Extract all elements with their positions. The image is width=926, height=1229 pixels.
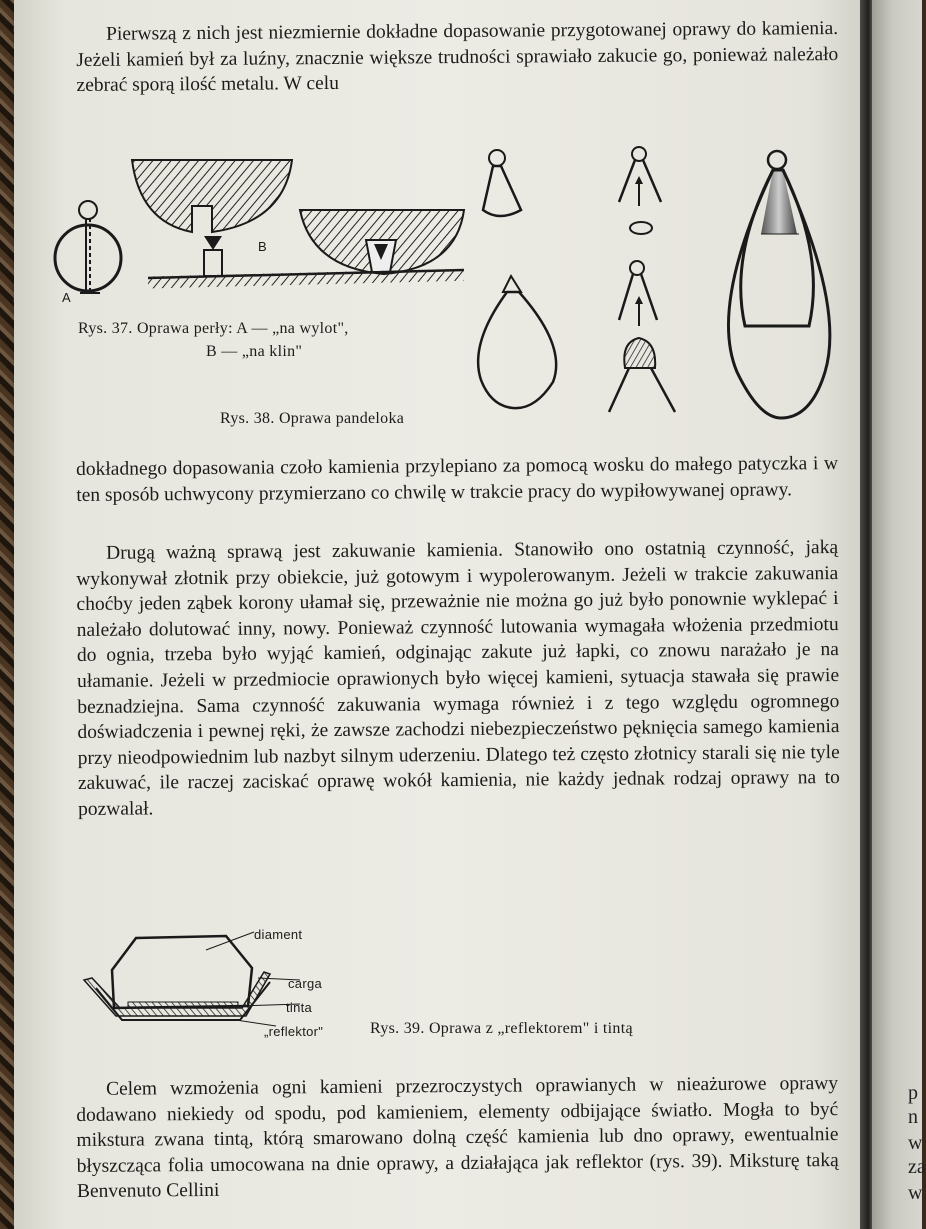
paragraph-3: Drugą ważną sprawą jest zakuwanie kamienia. Stanowiło ono ostatnią czynność, jaką wykonywał złotnik przy obiekcie, już gotowym i wypolerowanym. Jeżeli w trakcie zakuwania choćby jeden ząbek korony ułamał się, przeważnie nie można go już było ponownie wyklepać i należało dolutować inny, nowy. Ponieważ czynność lutowania wymagała włożenia przedmiotu do ognia, trzeba było wyjąć kamień, odginając zakute już łapki, co znowu narażało je na ułamanie. Jeżeli w przedmiocie oprawionych było więcej kamieni, sytuacja stawała się prawie beznadziejna. Sama czynność zakuwania wymaga również i z tego względu ogromnego doświadczenia i pewnej ręki, że zawsze zachodzi niebezpieczeństwo pęknięcia samego kamienia przy nieodpowiednim lub nazbyt silnym uderzeniu. Dlatego też często złotnicy starali się nie tyle zakuwać, ile raczej zaciskać oprawę wokół kamienia, nie każdy jednak rodzaj oprawy na to pozwalał. xyxy=(76,537,840,820)
small-cone-drawing xyxy=(483,150,521,216)
fig39-label-reflektor: „reflektor" xyxy=(264,1024,324,1039)
tongs-top-drawing xyxy=(619,147,661,234)
fig37-label-a: A xyxy=(62,290,71,305)
fig39-caption: Rys. 39. Oprawa z „reflektorem" i tintą xyxy=(370,1020,633,1037)
fig38-caption: Rys. 38. Oprawa pandeloka xyxy=(220,410,405,427)
next-page-fragment-5: w xyxy=(908,1182,923,1204)
next-page-fragment-2: n xyxy=(908,1106,918,1128)
fig37-caption-line1: Rys. 37. Oprawa perły: A — „na wylot", xyxy=(78,320,349,337)
fig37-caption-line2: B — „na klin" xyxy=(206,343,303,360)
fig39-label-carga: carga xyxy=(288,976,323,991)
next-page-fragment-1: p xyxy=(908,1082,918,1104)
fig39-label-diament: diament xyxy=(254,927,303,942)
figure-37-pearl-settings xyxy=(44,148,484,308)
paragraph-1: Pierwszą z nich jest niezmiernie dokładne dopasowanie przygotowanej oprawy do kamienia. Jeżeli kamień był za luźny, znacznie większe trudności sprawiało zakucie go, ponieważ należało zebrać sporą ilość metalu. W celu xyxy=(76,18,839,97)
next-page-fragment-3: w xyxy=(908,1132,923,1154)
tongs-bottom-drawing xyxy=(609,261,675,412)
figure-38-pendeloque-settings xyxy=(469,146,859,426)
next-page-edge xyxy=(872,0,926,1229)
large-pendeloque-drawing xyxy=(728,151,829,418)
book-page xyxy=(14,0,870,1229)
paragraph-4: Celem wzmożenia ogni kamieni przezroczystych oprawianych w nieażurowe oprawy dodawano niekiedy od spodu, pod kamieniem, elementy odbijające światło. Mogła to być mikstura zwana tintą, którą smarowano dolną część kamienia lub dno oprawy, ewentualnie błyszcząca folia umocowana na dnie oprawy, a działająca jak reflektor (rys. 39). Miksturę taką Benvenuto Cellini xyxy=(76,1073,839,1203)
fig37-label-b: B xyxy=(258,239,267,254)
figure-39-reflector-setting xyxy=(76,920,376,1040)
next-page-fragment-4: za xyxy=(908,1156,926,1178)
paragraph-2: dokładnego dopasowania czoło kamienia przylepiano za pomocą wosku do małego patyczka i w ten sposób uchwycony przymierzano co chwilę w trakcie pracy do wypiłowywanej oprawy. xyxy=(76,453,839,506)
pearl-a-drawing xyxy=(55,201,121,293)
pendeloque-drawing xyxy=(478,276,556,408)
fig39-label-tinta: tinta xyxy=(286,1000,313,1015)
